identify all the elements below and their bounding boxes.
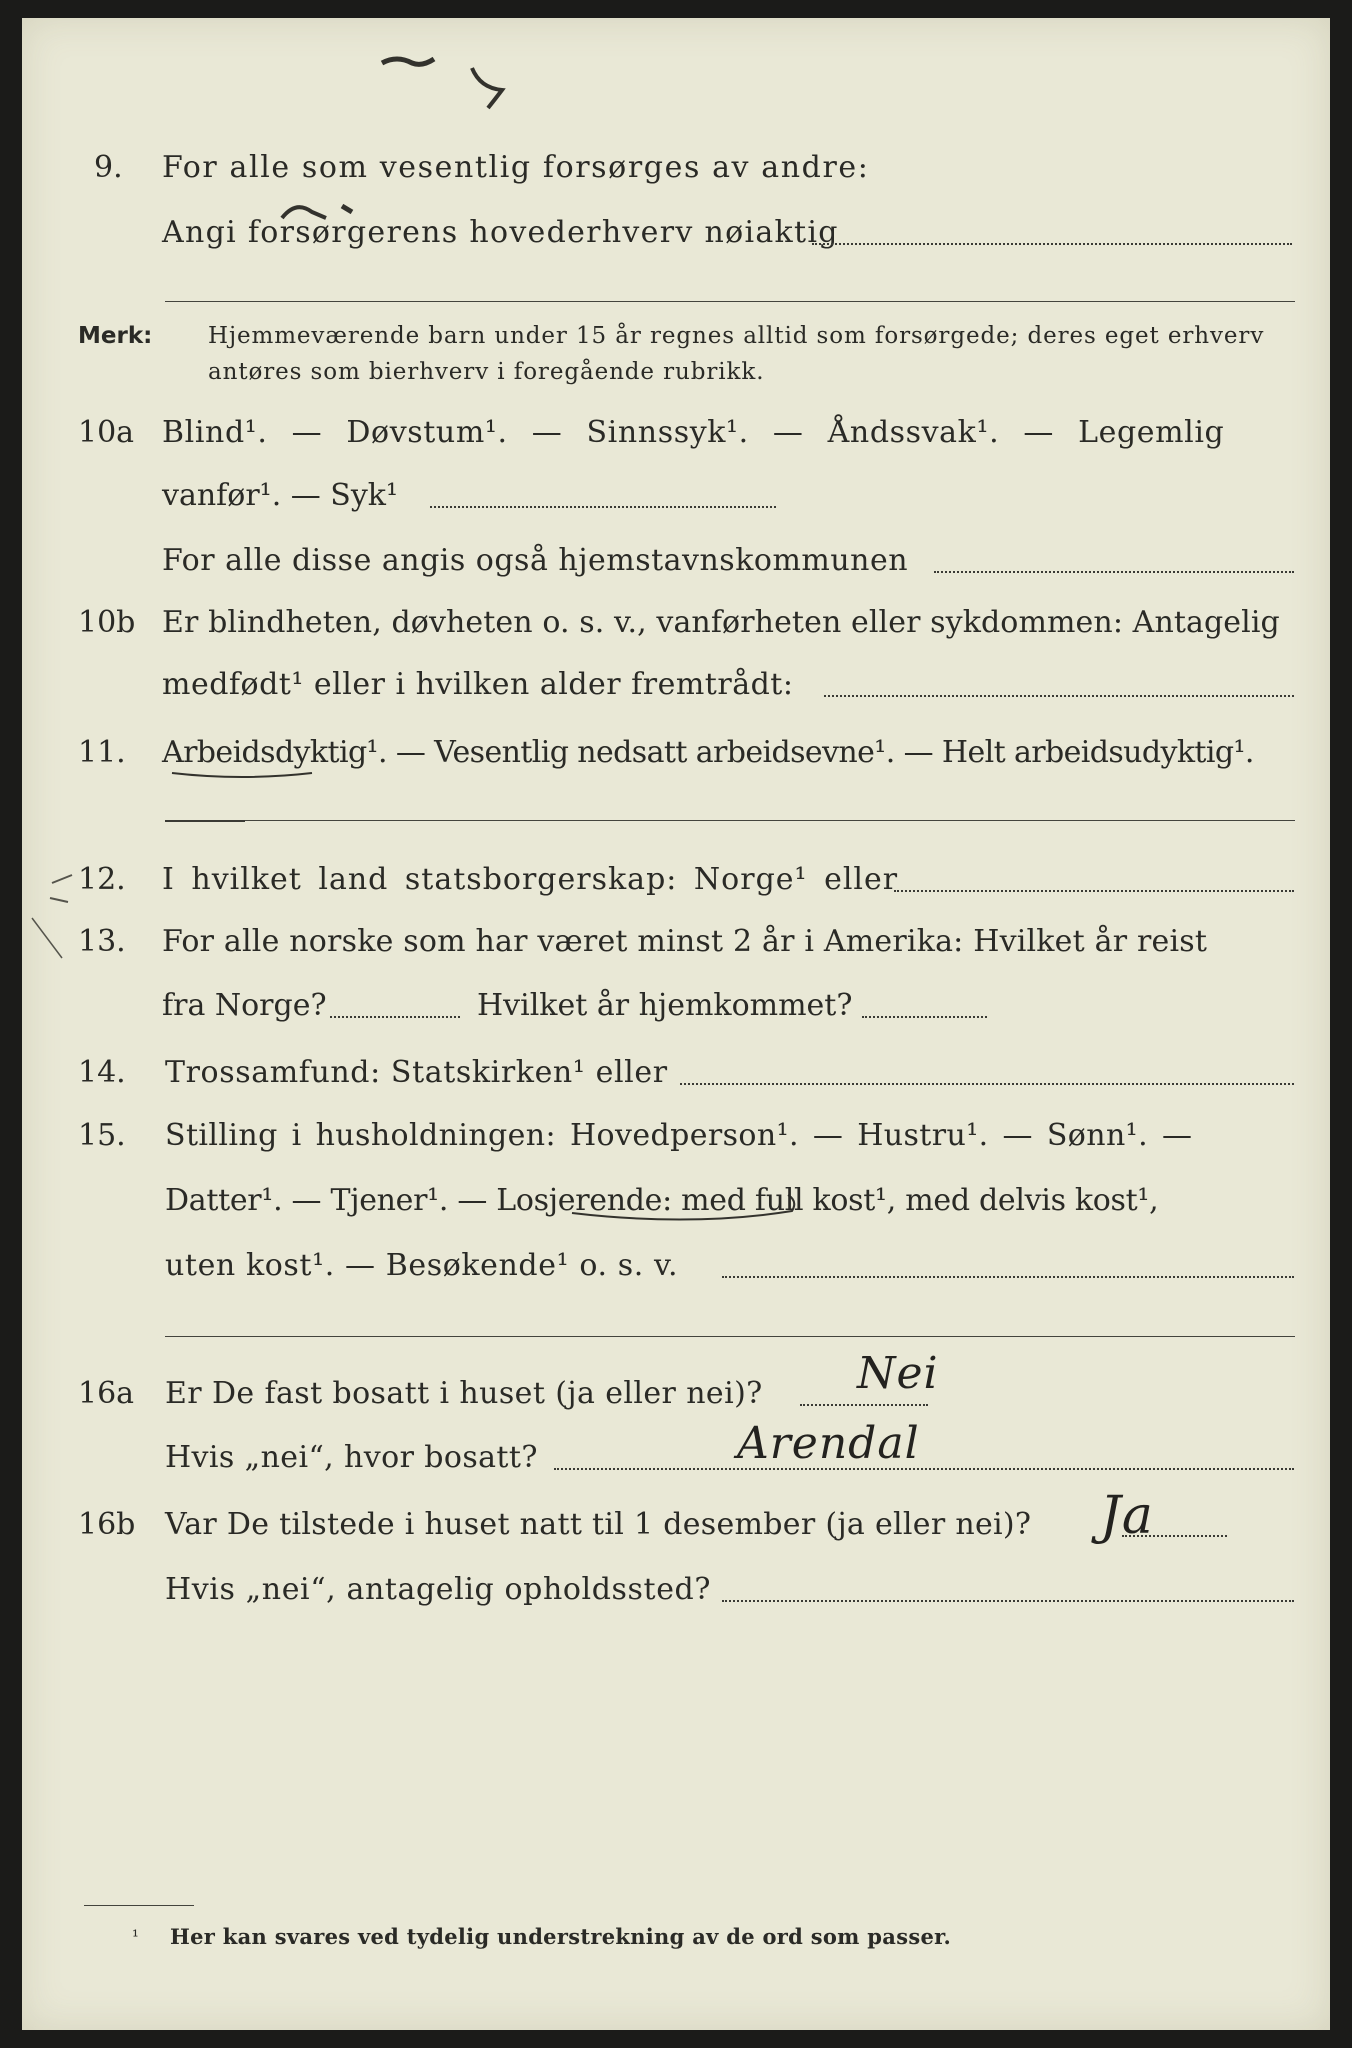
q15-options-1: Stilling i husholdningen: Hovedperson¹. — Hustru¹. — Sønn¹. — (165, 1118, 1193, 1153)
q16b-number: 16b (78, 1507, 136, 1542)
q16b-answer-line-2 (722, 1600, 1294, 1602)
q10a-syk-answer-line (430, 506, 776, 508)
q10b-line-1 (22, 603, 1330, 643)
q16b-line-2 (22, 1570, 1330, 1610)
q16b-question: Var De tilstede i huset natt til 1 desember (ja eller nei)? (165, 1507, 1032, 1542)
q16a-number: 16a (78, 1376, 135, 1411)
q16a-line-2 (22, 1438, 1330, 1478)
q15-extra-line (165, 1336, 1295, 1337)
q9-line-2 (22, 213, 1330, 253)
q16a-handwritten-answer-2: Arendal (737, 1418, 920, 1469)
q12-line-1 (22, 860, 1330, 900)
q9-question: For alle som vesentlig forsørges av andre: (162, 150, 870, 185)
q15-line-3 (22, 1246, 1330, 1286)
q11-line-1 (22, 733, 1330, 773)
q16a-residence-label: Hvis „nei“, hvor bosatt? (165, 1440, 538, 1475)
q12-question: I hvilket land statsborgerskap: Norge¹ eller (162, 862, 899, 897)
q14-question: Trossamfund: Statskirken¹ eller (165, 1055, 668, 1090)
q11-options: Arbeidsdyktig¹. — Vesentlig nedsatt arbeidsevne¹. — Helt arbeidsudyktig¹. (162, 735, 1254, 770)
q10b-line-2 (22, 665, 1330, 705)
q10b-question-2: medfødt¹ eller i hvilken alder fremtrådt: (162, 667, 794, 702)
q13-return-answer-line (862, 1016, 987, 1018)
merk-text-1: Hjemmeværende barn under 15 år regnes alltid som forsørgede; deres eget erhverv (208, 323, 1265, 349)
q10a-line-3 (22, 541, 1330, 581)
q10a-options: Blind¹. — Døvstum¹. — Sinnssyk¹. — Åndssvak¹. — Legemlig (162, 415, 1225, 450)
q16a-line-1 (22, 1374, 1330, 1414)
q11-short-line (165, 820, 245, 822)
q12-number: 12. (78, 862, 126, 897)
merk-text-2: antøres som bierhverv i foregående rubrikk. (208, 359, 765, 385)
q9-number: 9. (94, 150, 123, 185)
q10a-line-2 (22, 476, 1330, 516)
q14-answer-line (680, 1083, 1294, 1085)
q10a-hometown-answer-line (934, 571, 1294, 573)
q11-extra-line (245, 820, 1295, 821)
q15-options-2: Datter¹. — Tjener¹. — Losjerende: med full kost¹, med delvis kost¹, (165, 1183, 1159, 1218)
q12-answer-line (894, 890, 1294, 892)
q9-occupation-label: Angi forsørgerens hovederhverv nøiaktig (162, 215, 839, 250)
q16a-answer-line-1 (800, 1404, 928, 1406)
merk-label: Merk: (78, 323, 153, 349)
q13-question: For alle norske som har været minst 2 år i Amerika: Hvilket år reist (162, 924, 1208, 959)
q16b-handwritten-answer-1: Ja (1100, 1486, 1154, 1546)
q14-number: 14. (78, 1055, 126, 1090)
q15-options-3: uten kost¹. — Besøkende¹ o. s. v. (165, 1248, 679, 1283)
q10a-hometown-label: For alle disse angis også hjemstavnskommunen (162, 543, 909, 578)
q15-line-1 (22, 1116, 1330, 1156)
q10b-answer-line (824, 695, 1294, 697)
q16a-question: Er De fast bosatt i huset (ja eller nei)? (165, 1376, 763, 1411)
census-form-page (22, 18, 1330, 2030)
q13-departure-label: fra Norge? (162, 988, 327, 1023)
q10b-question: Er blindheten, døvheten o. s. v., vanførheten eller sykdommen: Antagelig (162, 605, 1280, 640)
q15-number: 15. (78, 1118, 126, 1153)
q13-number: 13. (78, 924, 126, 959)
q16b-whereabouts-label: Hvis „nei“, antagelig opholdssted? (165, 1572, 712, 1607)
q9-extra-line (165, 301, 1295, 302)
q15-answer-line (722, 1276, 1294, 1278)
q10a-number: 10a (78, 415, 135, 450)
footnote-mark: ¹ (132, 1927, 139, 1947)
q10a-line-1 (22, 413, 1330, 453)
q9-answer-line (812, 243, 1292, 245)
q16a-answer-line-2 (554, 1468, 1294, 1470)
q13-line-1 (22, 922, 1330, 962)
q11-number: 11. (78, 735, 126, 770)
q14-line-1 (22, 1053, 1330, 1093)
q13-departure-answer-line (330, 1016, 460, 1018)
q9-line-1 (22, 148, 1330, 188)
q13-line-2 (22, 986, 1330, 1026)
q16a-handwritten-answer-1: Nei (857, 1348, 939, 1399)
footnote-text: Her kan svares ved tydelig understrekning av de ord som passer. (170, 1924, 952, 1949)
q15-line-2 (22, 1181, 1330, 1221)
footnote-rule (84, 1905, 194, 1906)
q13-return-label: Hvilket år hjemkommet? (477, 988, 853, 1023)
q10b-number: 10b (78, 605, 136, 640)
q10a-options-2: vanfør¹. — Syk¹ (162, 478, 399, 513)
